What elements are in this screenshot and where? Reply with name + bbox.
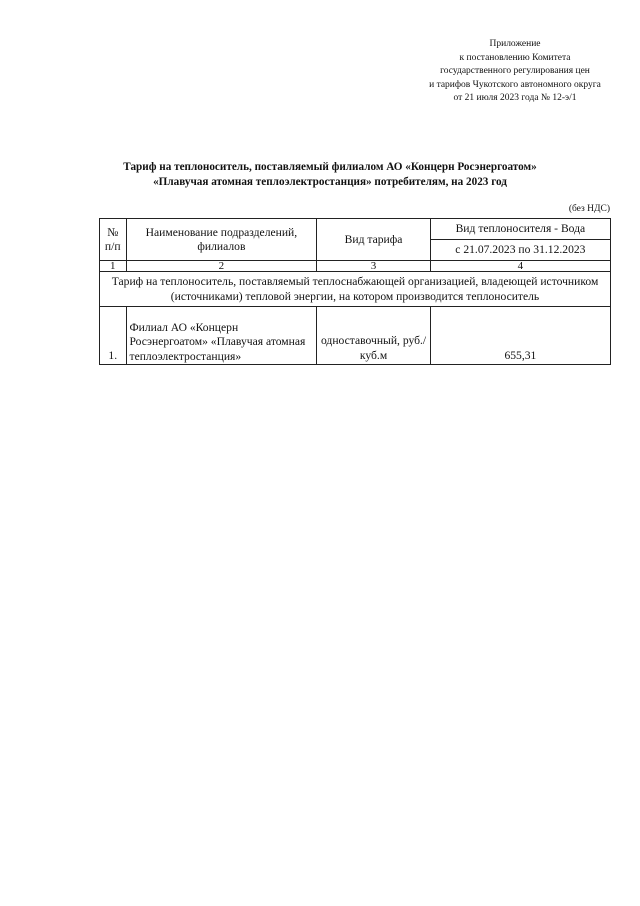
title-line-2: «Плавучая атомная теплоэлектростанция» потребителям, на 2023 год [153,176,507,188]
row-num: 1. [100,307,127,365]
appendix-line: Приложение [489,39,541,49]
header-name: Наименование подразделений, филиалов [126,219,317,261]
column-number: 2 [126,261,317,272]
section-title: Тариф на теплоноситель, поставляемый теплоснабжающей организацией, владеющей источником (источниками) тепловой энергии, на котором производится теплоноситель [100,272,611,307]
row-value: 655,31 [430,307,610,365]
appendix-line: от 21 июля 2023 года № 12-э/1 [453,93,577,104]
table-row [100,307,611,365]
document-title [100,160,560,190]
column-number: 4 [430,261,610,272]
appendix-line: и тарифов Чукотского автономного округа [429,79,601,90]
column-number: 1 [100,261,127,272]
appendix-line: к постановлению Комитета [459,52,571,63]
appendix-line: государственного регулирования цен [440,66,590,77]
column-number-row [100,261,611,272]
column-number: 3 [317,261,430,272]
section-row [100,272,611,307]
header-row [100,219,611,240]
header-carrier: Вид теплоносителя - Вода [430,219,610,240]
header-tariff-type: Вид тарифа [317,219,430,261]
row-name: Филиал АО «Концерн Росэнергоатом» «Плавучая атомная теплоэлектростанция» [126,307,317,365]
title-line-1: Тариф на теплоноситель, поставляемый филиалом АО «Концерн Росэнергоатом» [123,161,537,173]
tariff-table [99,218,611,365]
vat-note: (без НДС) [568,204,610,214]
header-num: № п/п [100,219,127,261]
row-tariff-type: одноставочный, руб./куб.м [317,307,430,365]
appendix-block [400,38,630,106]
header-period: с 21.07.2023 по 31.12.2023 [430,240,610,261]
